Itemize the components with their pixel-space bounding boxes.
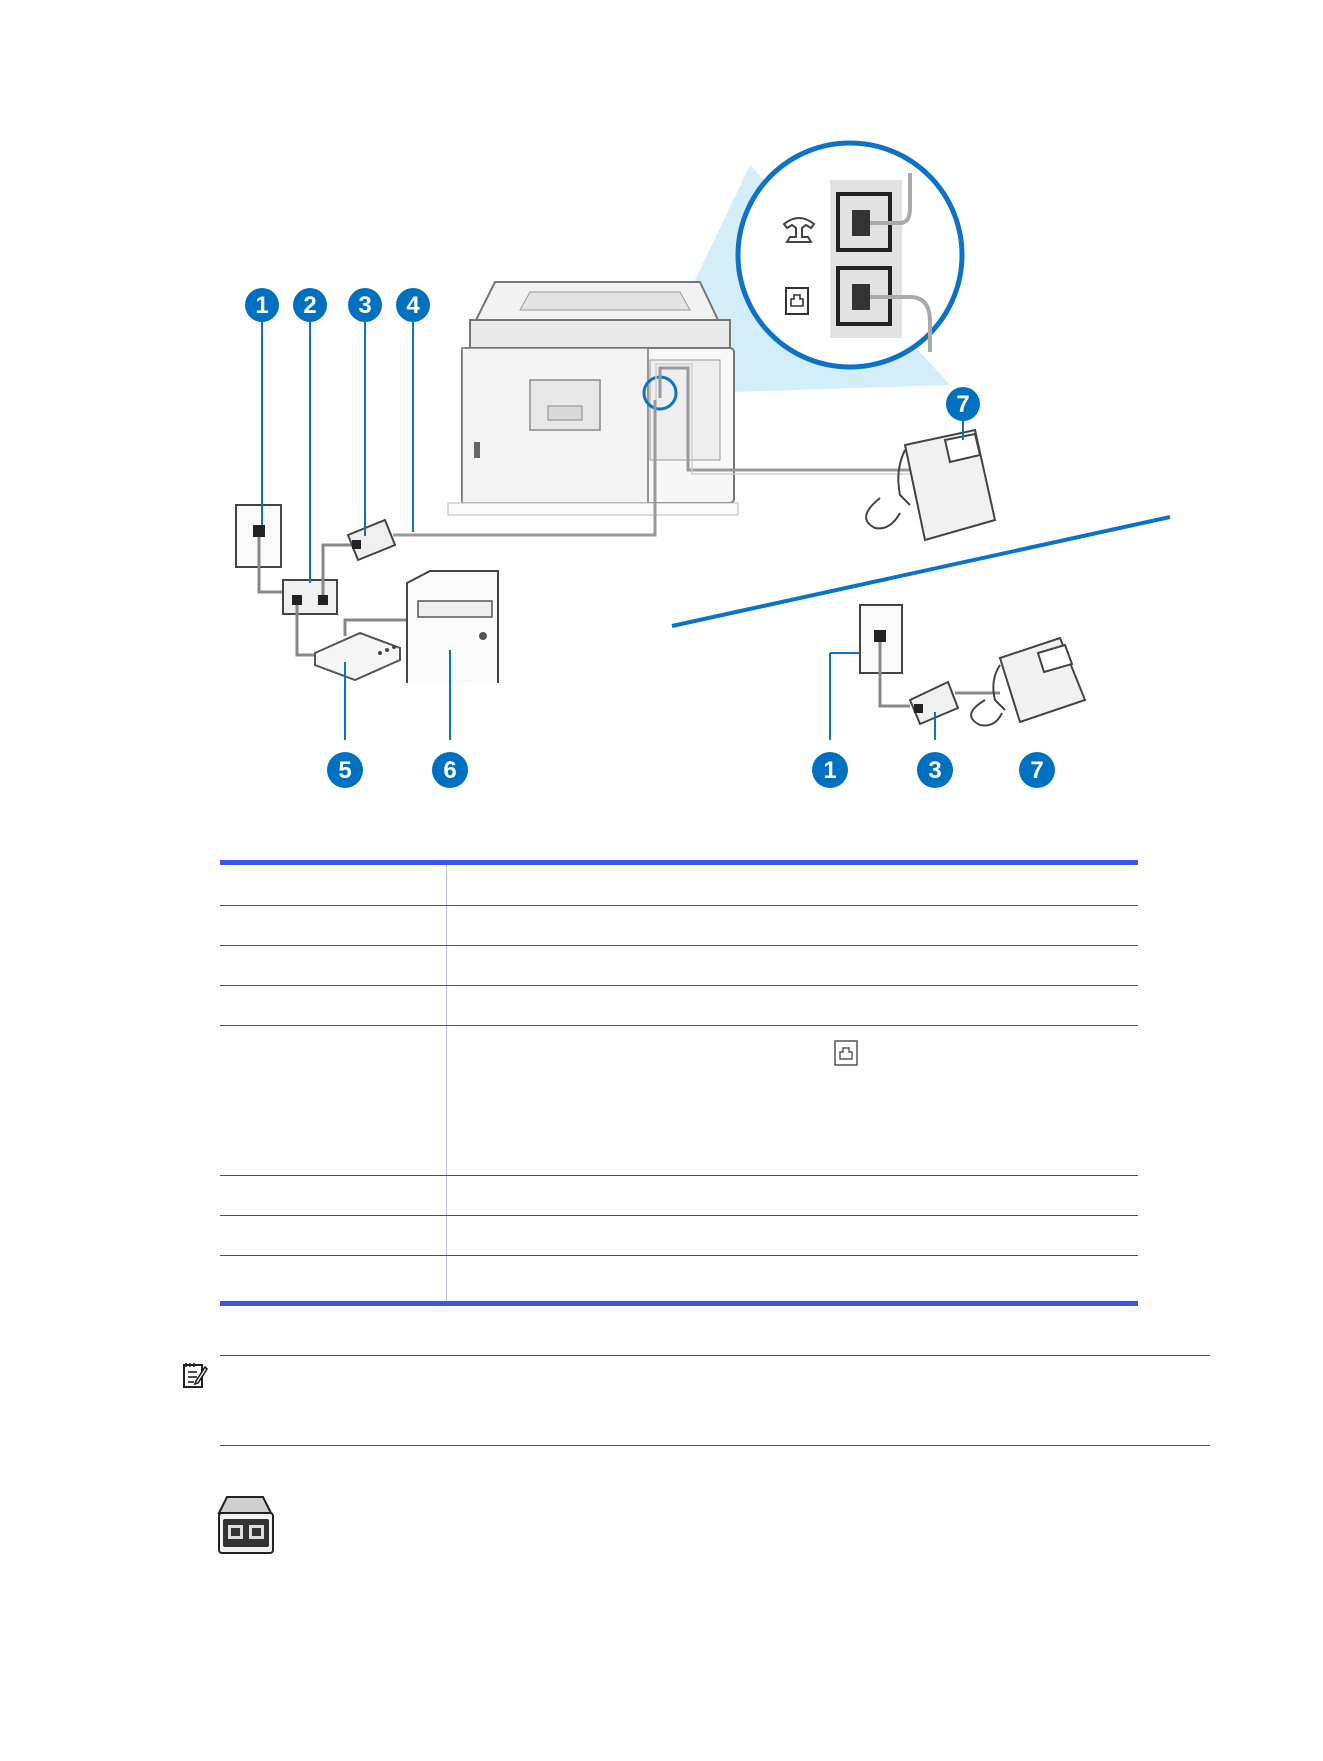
svg-text:1: 1 <box>823 757 837 784</box>
table-row-rule <box>220 1215 1138 1216</box>
table-row-rule <box>220 1025 1138 1026</box>
line-port-icon <box>834 1040 858 1071</box>
printer <box>448 282 738 515</box>
table-bottom-rule <box>220 1301 1138 1306</box>
dsl-filter-right <box>910 682 1000 724</box>
table-row-rule <box>220 1255 1138 1256</box>
callout-4 <box>396 288 430 322</box>
table-row-rule <box>220 945 1138 946</box>
note-bottom-rule <box>220 1445 1210 1446</box>
callout-7-alt <box>1019 752 1055 788</box>
note-top-rule <box>220 1355 1210 1356</box>
column-separator <box>446 865 447 1301</box>
svg-text:7: 7 <box>1030 757 1044 784</box>
svg-text:1: 1 <box>255 292 269 319</box>
dsl-filter-left <box>348 520 395 560</box>
callout-2 <box>293 288 327 322</box>
callout-7 <box>946 387 980 421</box>
svg-text:3: 3 <box>358 292 372 319</box>
svg-text:6: 6 <box>443 757 457 784</box>
legend-table <box>220 860 1138 1306</box>
callout-6 <box>432 752 468 788</box>
table-row-rule <box>220 905 1138 906</box>
svg-text:2: 2 <box>303 292 317 319</box>
note-icon <box>182 1361 208 1394</box>
callout-3 <box>348 288 382 322</box>
dsl-router <box>315 620 407 680</box>
svg-text:3: 3 <box>928 757 942 784</box>
table-row-rule <box>220 985 1138 986</box>
svg-text:4: 4 <box>406 292 420 319</box>
table-top-rule <box>220 860 1138 865</box>
callout-1 <box>245 288 279 322</box>
wall-jack-right <box>830 605 910 706</box>
callout-3-alt <box>917 752 953 788</box>
alternative-divider <box>672 517 1170 626</box>
callout-5 <box>327 752 363 788</box>
callout-1-alt <box>812 752 848 788</box>
computer <box>407 571 498 683</box>
fax-setup-diagram <box>0 0 1323 790</box>
telephone-top <box>866 430 995 540</box>
parallel-splitter-icon <box>217 1495 277 1562</box>
table-row-rule <box>220 1175 1138 1176</box>
svg-text:5: 5 <box>338 757 352 784</box>
svg-text:7: 7 <box>956 391 970 418</box>
telephone-bottom <box>971 638 1085 726</box>
